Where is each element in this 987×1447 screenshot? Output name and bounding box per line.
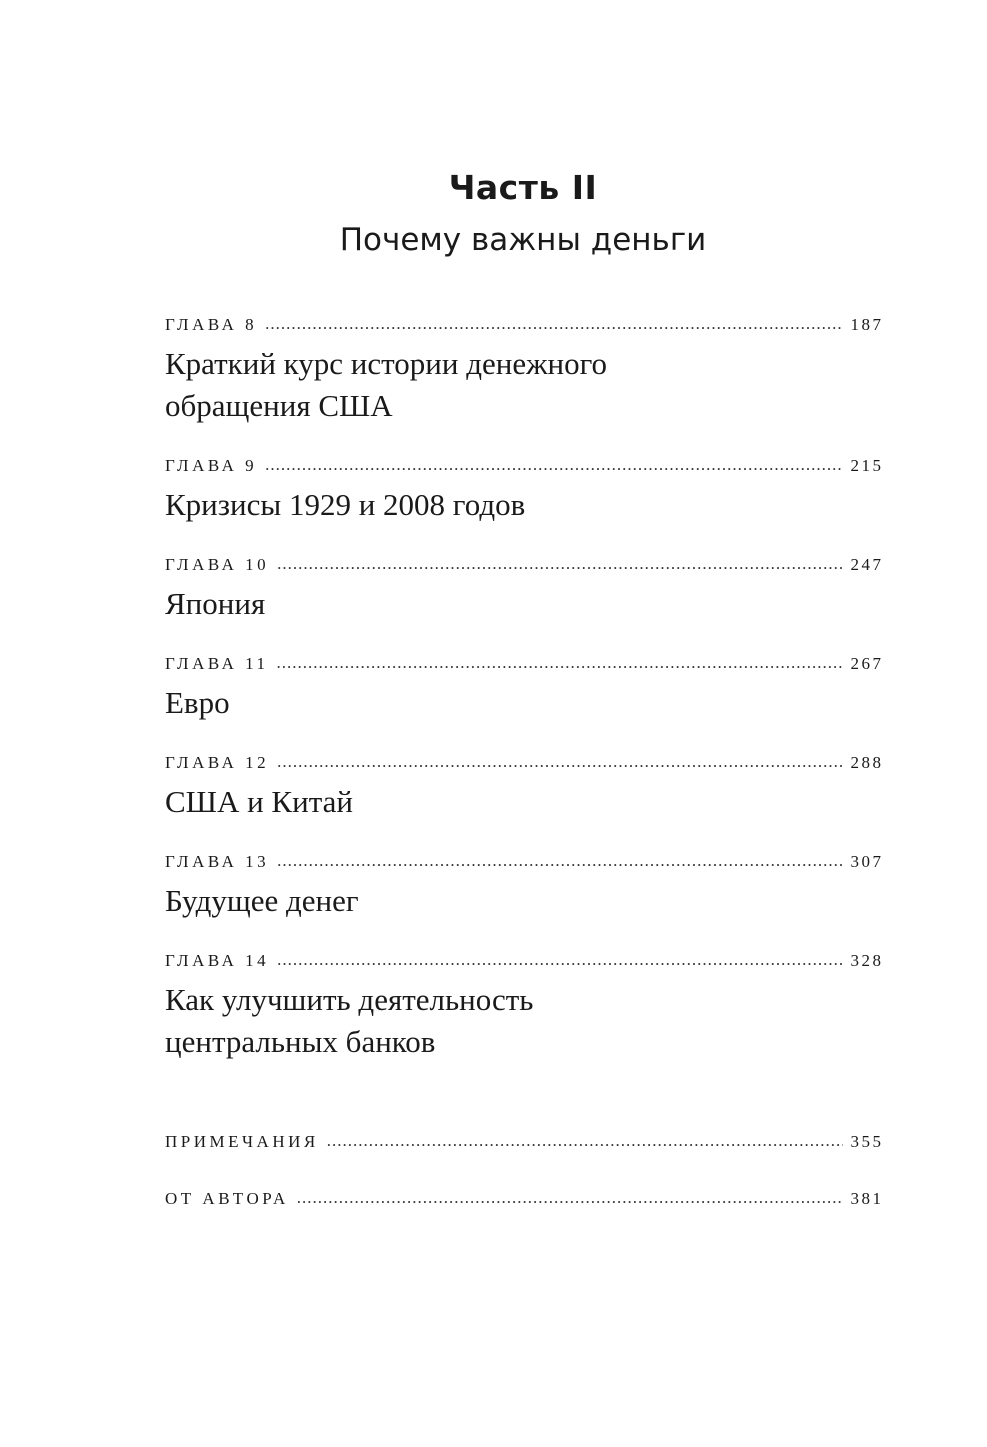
- toc-entry[interactable]: [165, 456, 884, 526]
- part-title: Часть II: [448, 168, 598, 207]
- toc-leader-row: [165, 555, 884, 579]
- chapter-label: ГЛАВА 9: [165, 456, 258, 475]
- back-matter: [165, 1132, 884, 1246]
- dot-leader: [265, 455, 842, 475]
- dot-leader: [277, 950, 842, 970]
- toc-entry-notes[interactable]: [165, 1132, 884, 1156]
- toc-leader-row: [165, 456, 884, 480]
- page-number: 381: [850, 1189, 884, 1208]
- toc-entry[interactable]: [165, 654, 884, 724]
- dot-leader: [277, 653, 843, 673]
- chapter-title: Как улучшить деятельность центральных банков: [165, 982, 534, 1059]
- table-of-contents: [165, 315, 884, 1092]
- section-label: ОТ АВТОРА: [165, 1189, 289, 1208]
- toc-entry[interactable]: [165, 315, 884, 427]
- toc-leader-row: [165, 315, 884, 339]
- toc-entry[interactable]: [165, 753, 884, 823]
- chapter-label: ГЛАВА 12: [165, 753, 270, 772]
- chapter-label: ГЛАВА 10: [165, 555, 270, 574]
- dot-leader: [327, 1131, 843, 1151]
- dot-leader: [297, 1188, 843, 1208]
- toc-entry[interactable]: [165, 555, 884, 625]
- chapter-title: Япония: [165, 586, 266, 621]
- toc-entry[interactable]: [165, 852, 884, 922]
- page-number: 328: [850, 951, 884, 970]
- page-number: 267: [850, 654, 884, 673]
- part-subtitle: Почему важны деньги: [339, 222, 707, 258]
- page-number: 215: [850, 456, 884, 475]
- chapter-title: Кризисы 1929 и 2008 годов: [165, 487, 526, 522]
- page-number: 247: [850, 555, 884, 574]
- dot-leader: [277, 554, 842, 574]
- chapter-label: ГЛАВА 8: [165, 315, 258, 334]
- page-number: 307: [850, 852, 884, 871]
- chapter-title: США и Китай: [165, 784, 353, 819]
- dot-leader: [277, 851, 842, 871]
- chapter-label: ГЛАВА 14: [165, 951, 270, 970]
- toc-leader-row: [165, 753, 884, 777]
- chapter-label: ГЛАВА 11: [165, 654, 269, 673]
- toc-entry[interactable]: [165, 951, 884, 1063]
- section-label: ПРИМЕЧАНИЯ: [165, 1132, 319, 1151]
- dot-leader: [277, 752, 842, 772]
- page-number: 187: [850, 315, 884, 334]
- toc-leader-row: [165, 852, 884, 876]
- toc-leader-row: [165, 654, 884, 678]
- page-number: 288: [850, 753, 884, 772]
- chapter-title: Краткий курс истории денежного обращения США: [165, 346, 608, 423]
- dot-leader: [265, 314, 842, 334]
- toc-leader-row: [165, 951, 884, 975]
- page-number: 355: [850, 1132, 884, 1151]
- chapter-label: ГЛАВА 13: [165, 852, 270, 871]
- chapter-title: Будущее денег: [165, 883, 359, 918]
- toc-entry-from-author[interactable]: [165, 1189, 884, 1213]
- chapter-title: Евро: [165, 685, 230, 720]
